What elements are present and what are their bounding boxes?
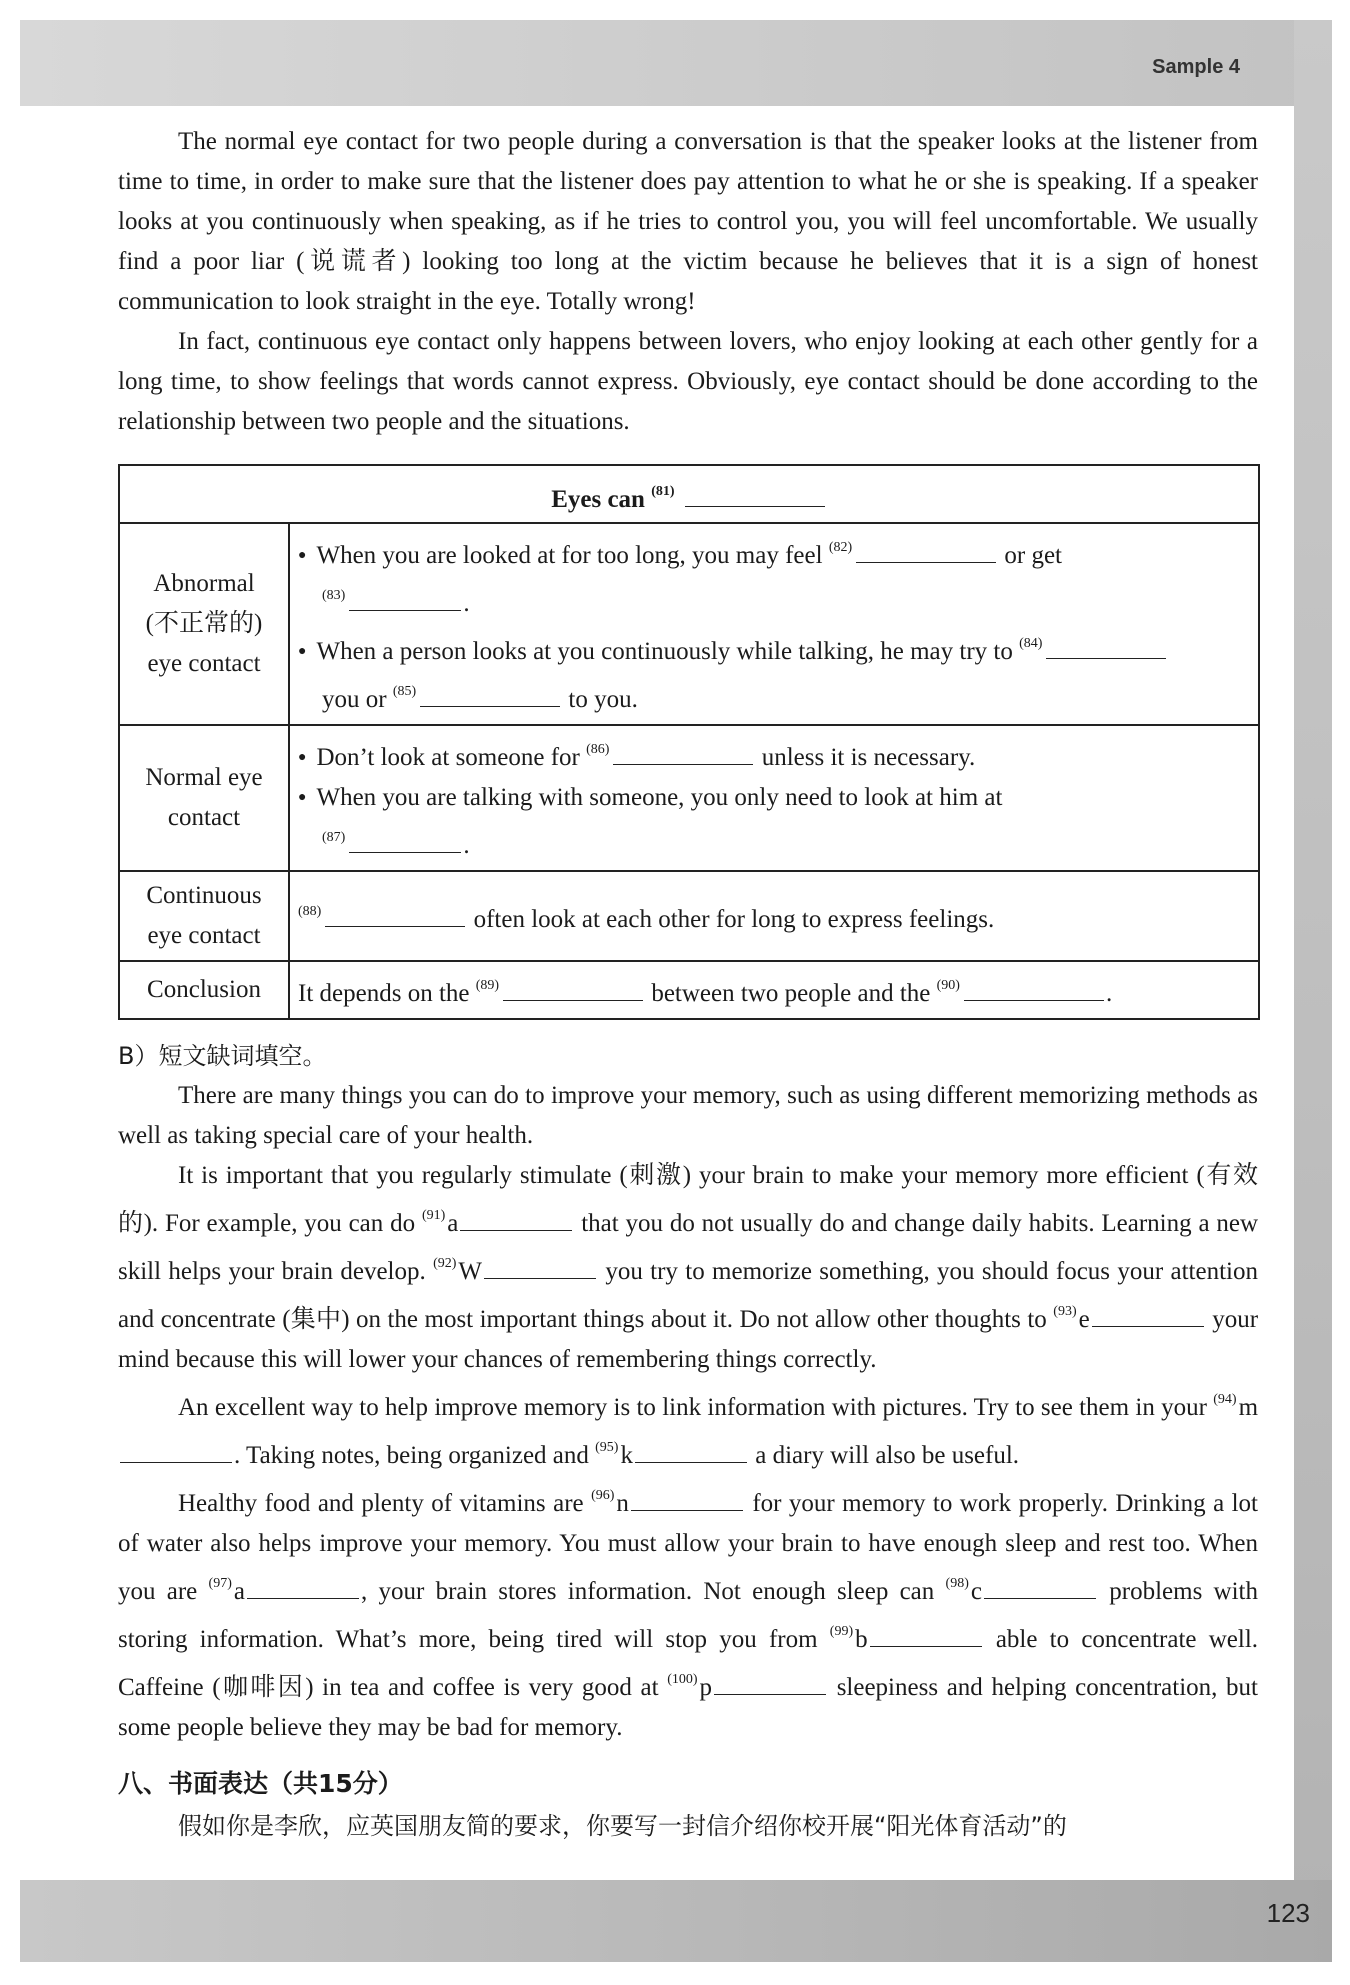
bottom-gray-band (20, 1880, 1332, 1962)
bullet-text: When you are looked at for too long, you may feel (316, 542, 823, 569)
q87-number: (87) (322, 830, 346, 845)
row-label-line: eye contact (147, 650, 261, 677)
q91-letter: a (447, 1210, 459, 1237)
top-gray-band (20, 20, 1332, 106)
section-8-text: 假如你是李欣，应英国朋友简的要求，你要写一封信介绍你校开展“阳光体育活动”的 (178, 1812, 1067, 1840)
row-label-conclusion (119, 961, 289, 1019)
bullet-text: When a person looks at you continuously while talking, he may try to (316, 638, 1013, 665)
q83-blank[interactable] (349, 587, 461, 611)
q99-blank[interactable] (870, 1623, 982, 1647)
q93-blank[interactable] (1092, 1303, 1204, 1327)
q87-blank[interactable] (349, 829, 461, 853)
row-text: It depends on the (298, 980, 470, 1007)
bullet-item (298, 778, 1250, 818)
q97-letter: a (233, 1578, 245, 1605)
right-gray-band (1294, 20, 1332, 1900)
q91-blank[interactable] (460, 1207, 572, 1231)
q83-number: (83) (322, 588, 346, 603)
q84-number: (84) (1019, 636, 1043, 651)
sample-label: Sample 4 (1152, 56, 1240, 78)
bullet-item (298, 528, 1250, 576)
q86-blank[interactable] (613, 741, 753, 765)
text-run: a diary will also be useful. (755, 1442, 1020, 1469)
q88-blank[interactable] (325, 903, 465, 927)
q94-number: (94) (1213, 1392, 1237, 1407)
row-label-line: Normal eye (145, 764, 263, 791)
q85-number: (85) (392, 684, 417, 699)
row-body-conclusion: It depends on the $^{(89)}$ between two people and the $^{(90)}$ . (289, 961, 1259, 1019)
q90-blank[interactable] (964, 977, 1104, 1001)
passage-b-paragraph-2 (118, 1156, 1258, 1380)
q85-blank[interactable] (420, 683, 560, 707)
q93-letter: e (1078, 1306, 1090, 1333)
text-run: It is important that you regularly stimulate (刺激) your brain to make your memory more efficient (有效的). For example, you can do (118, 1162, 1258, 1237)
table-row-continuous (119, 871, 1259, 961)
text-run: Healthy food and plenty of vitamins are (178, 1490, 584, 1517)
q100-letter: p (699, 1674, 713, 1701)
q81-blank[interactable] (685, 483, 825, 507)
text-run: you try to memorize something, you should focus your attention and concentrate (集中) on the most important things about it. Do not allow other thoughts to (118, 1258, 1258, 1333)
q82-blank[interactable] (856, 539, 996, 563)
bullet-text: Don’t look at someone for (316, 744, 580, 771)
row-label-line: Abnormal (153, 570, 255, 597)
row-body-normal (289, 725, 1259, 871)
bullet-text: to you. (568, 686, 638, 713)
q96-blank[interactable] (631, 1487, 743, 1511)
passage-b-paragraph-4 (118, 1476, 1258, 1748)
q89-blank[interactable] (503, 977, 643, 1001)
row-body-abnormal (289, 523, 1259, 725)
row-text: often look at each other for long to express feelings. (473, 906, 995, 933)
q96-number: (96) (591, 1488, 615, 1503)
passage-a-paragraph-2: In fact, continuous eye contact only happens between lovers, who enjoy looking at each other gently for a long time, to show feelings that words cannot express. Obviously, eye contact should be done according to the relationship between two people and the situations. (118, 328, 1258, 435)
section-8-heading: 八、书面表达（共15分） (118, 1769, 403, 1798)
q94-blank[interactable] (120, 1439, 232, 1463)
text-run: . Taking notes, being organized and (234, 1442, 589, 1469)
eye-contact-table (118, 464, 1260, 1020)
passage-b-paragraph-3 (118, 1380, 1258, 1476)
q94-letter: m (1238, 1394, 1259, 1421)
text-run: able to concentrate well. Caffeine (咖啡因) in tea and coffee is very good at (118, 1626, 1259, 1701)
q96-letter: n (616, 1490, 629, 1517)
section-b-heading: B）短文缺词填空。 (118, 1042, 327, 1070)
text-run: An excellent way to help improve memory is to link information with pictures. Try to see them in your (178, 1394, 1207, 1421)
q97-blank[interactable] (247, 1575, 359, 1599)
bullet-continuation: $^{(87)}$ . (322, 830, 470, 859)
text-run: that you do not usually do and change daily habits. Learning a new skill helps your brain develop. (118, 1210, 1259, 1285)
q86-number: (86) (586, 742, 610, 757)
q84-blank[interactable] (1046, 635, 1166, 659)
row-label-continuous (119, 871, 289, 961)
row-label-line: contact (167, 804, 241, 831)
bullet-continuation (298, 672, 1250, 720)
passage-a-paragraph-1: The normal eye contact for two people during a conversation is that the speaker looks at the listener from time to time, in order to make sure that the listener does pay attention to what he or she is speaking. If a speaker looks at you continuously when speaking, as if he tries to control you, you will feel uncomfortable. We usually find a poor liar (说谎者) looking too long at the victim because he believes that it is a sign of honest communication to look straight in the eye. Totally wrong! (118, 128, 1258, 315)
q89-number: (89) (475, 978, 500, 993)
q93-number: (93) (1053, 1304, 1077, 1319)
text-run: your mind because this will lower your chances of remembering things correctly. (118, 1306, 1259, 1373)
q81-number: (81) (651, 484, 675, 499)
row-label-line: (不正常的) (145, 610, 263, 637)
q98-letter: c (970, 1578, 982, 1605)
row-label-line: Conclusion (147, 976, 261, 1003)
text-run: , your brain stores information. Not enough sleep can (360, 1578, 935, 1605)
row-label-normal (119, 725, 289, 871)
q99-letter: b (855, 1626, 868, 1653)
q95-blank[interactable] (635, 1439, 747, 1463)
page-number: 123 (1266, 1898, 1310, 1928)
q100-number: (100) (667, 1672, 698, 1687)
q92-number: (92) (433, 1256, 457, 1271)
table-title-text: Eyes can (551, 486, 645, 513)
q100-blank[interactable] (714, 1671, 826, 1695)
table-row-normal (119, 725, 1259, 871)
q90-number: (90) (936, 978, 960, 993)
text-run: problems with storing information. What’s more, being tired will stop you from (118, 1578, 1258, 1653)
bullet-item (298, 624, 1250, 672)
row-label-abnormal (119, 523, 289, 725)
table-row-conclusion (119, 961, 1259, 1019)
q82-number: (82) (828, 540, 853, 555)
text-run: for your memory to work properly. Drinking a lot of water also helps improve your memory. You must allow your brain to have enough sleep and rest too. When you are (118, 1490, 1259, 1605)
page-content (118, 122, 1258, 1846)
passage-b-paragraph-1: There are many things you can do to improve your memory, such as using different memorizing methods as well as taking special care of your health. (118, 1082, 1258, 1149)
q95-letter: k (620, 1442, 633, 1469)
text-run: sleepiness and helping concentration, but some people believe they may be bad for memory. (118, 1674, 1258, 1741)
q98-number: (98) (945, 1576, 969, 1591)
bullet-text: When you are talking with someone, you only need to look at him at (316, 784, 1003, 811)
q98-blank[interactable] (984, 1575, 1096, 1599)
row-label-line: eye contact (147, 922, 261, 949)
row-body-continuous (289, 871, 1259, 961)
table-title (119, 465, 1259, 523)
table-row-abnormal (119, 523, 1259, 725)
bullet-text: you or (322, 686, 387, 713)
row-text: between two people and the (651, 980, 931, 1007)
q92-blank[interactable] (484, 1255, 596, 1279)
q92-letter: W (458, 1258, 482, 1285)
q95-number: (95) (595, 1440, 619, 1455)
row-label-line: Continuous (146, 882, 262, 909)
bullet-text: unless it is necessary. (761, 744, 976, 771)
q91-number: (91) (421, 1208, 446, 1223)
q88-number: (88) (298, 904, 322, 919)
bullet-item (298, 730, 1250, 778)
q99-number: (99) (829, 1624, 854, 1639)
bullet-continuation: $^{(83)}$ . (322, 588, 470, 617)
bullet-text: or get (1004, 542, 1063, 569)
q97-number: (97) (208, 1576, 232, 1591)
